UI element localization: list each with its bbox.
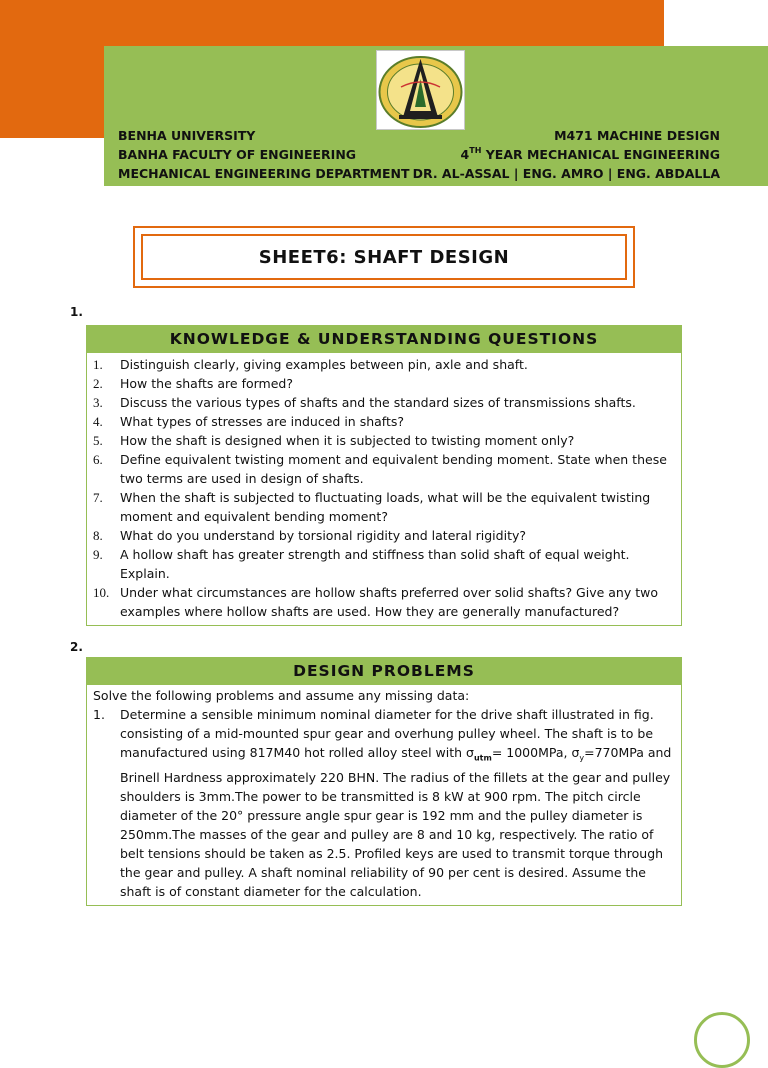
university-logo-icon	[377, 51, 464, 129]
question-item	[87, 583, 681, 621]
question-item	[87, 393, 681, 412]
question-text: When the shaft is subjected to fluctuating loads, what will be the equivalent twisting moment and equivalent bending moment?	[120, 490, 651, 524]
university-name: BENHA UNIVERSITY	[118, 128, 256, 143]
question-item	[87, 355, 681, 374]
question-number: 4.	[93, 414, 103, 429]
question-list	[87, 353, 681, 625]
section-2-number: 2.	[70, 640, 83, 654]
question-item	[87, 526, 681, 545]
design-problems-panel	[86, 657, 682, 906]
question-text: How the shaft is designed when it is subjected to twisting moment only?	[120, 433, 575, 448]
question-number: 8.	[93, 528, 103, 543]
knowledge-questions-heading: KNOWLEDGE & UNDERSTANDING QUESTIONS	[87, 326, 681, 353]
question-number: 2.	[93, 376, 103, 391]
sheet-title: SHEET6: SHAFT DESIGN	[258, 246, 510, 268]
question-text: Distinguish clearly, giving examples between pin, axle and shaft.	[120, 357, 528, 372]
question-number: 7.	[93, 490, 103, 505]
problem-number: 1.	[93, 707, 105, 722]
problems-intro: Solve the following problems and assume any missing data:	[93, 688, 470, 703]
question-item	[87, 412, 681, 431]
problem-text: Determine a sensible minimum nominal diameter for the drive shaft illustrated in fig. consisting of a mid-mounted spur gear and overhung pulley wheel. The shaft is to be manufactured using 817M40 hot rolled alloy steel with $\sigma_{utm}= 1000MPa$, $\sigma_y=770MPa$ and Brinell Hardness approximately 220 BHN. The radius of the fillets at the gear and pulley shoulders is 3mm.The power to be transmitted is 8 kW at 900 rpm. The pitch circle diameter of the 20° pressure angle spur gear is 192 mm and the pulley diameter is 250mm.The masses of the gear and pulley are 8 and 10 kg, respectively. The ratio of belt tensions should be taken as 2.5. Profiled keys are used to transmit torque through the gear and pulley. A shaft nominal reliability of 90 per cent is desired. Assume the shaft is of constant diameter for the calculation.	[120, 707, 672, 899]
header-right-block	[413, 126, 720, 183]
question-number: 6.	[93, 452, 103, 467]
question-item	[87, 374, 681, 393]
year-line: 4TH YEAR MECHANICAL ENGINEERING	[460, 145, 720, 162]
question-text: Under what circumstances are hollow shafts preferred over solid shafts? Give any two examples where hollow shafts are used. How they are generally manufactured?	[120, 585, 658, 619]
sheet-title-box	[133, 226, 635, 288]
question-text: What types of stresses are induced in shafts?	[120, 414, 405, 429]
question-number: 5.	[93, 433, 103, 448]
question-item	[87, 450, 681, 488]
problem-item	[87, 705, 681, 901]
course-code: M471 MACHINE DESIGN	[554, 128, 720, 143]
question-text: Define equivalent twisting moment and equivalent bending moment. State when these two terms are used in design of shafts.	[120, 452, 667, 486]
knowledge-questions-panel	[86, 325, 682, 626]
question-item	[87, 545, 681, 583]
question-number: 9.	[93, 547, 103, 562]
question-number: 10.	[93, 585, 110, 600]
question-item	[87, 488, 681, 526]
question-text: A hollow shaft has greater strength and stiffness than solid shaft of equal weight. Explain.	[120, 547, 630, 581]
section-1-number: 1.	[70, 305, 83, 319]
faculty-name: BANHA FACULTY OF ENGINEERING	[118, 147, 357, 162]
design-problems-heading: DESIGN PROBLEMS	[87, 658, 681, 685]
question-number: 3.	[93, 395, 103, 410]
university-logo	[376, 50, 465, 130]
question-text: How the shafts are formed?	[120, 376, 293, 391]
question-text: What do you understand by torsional rigidity and lateral rigidity?	[120, 528, 526, 543]
staff-names: DR. AL-ASSAL | ENG. AMRO | ENG. ABDALLA	[412, 166, 720, 181]
department-name: MECHANICAL ENGINEERING DEPARTMENT	[118, 166, 410, 181]
question-item	[87, 431, 681, 450]
page-number-circle	[694, 1012, 750, 1068]
question-text: Discuss the various types of shafts and the standard sizes of transmissions shafts.	[120, 395, 636, 410]
question-number: 1.	[93, 357, 103, 372]
header-left-block	[118, 126, 410, 183]
